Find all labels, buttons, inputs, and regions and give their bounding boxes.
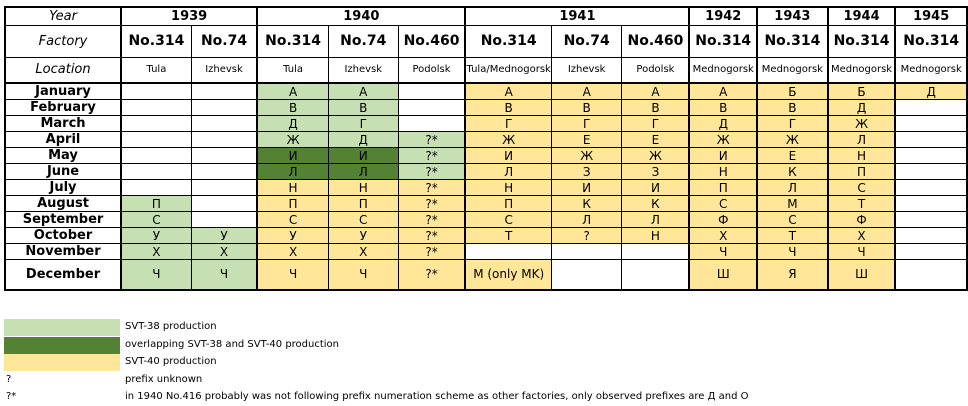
prefix-cell (121, 116, 191, 132)
prefix-cell: К (622, 196, 689, 212)
legend-symbol: ?* (6, 391, 17, 402)
prefix-cell: Ф (689, 212, 757, 228)
prefix-cell: Ч (757, 244, 828, 260)
prefix-cell (191, 164, 257, 180)
prefix-cell: С (121, 212, 191, 228)
prefix-cell (191, 148, 257, 164)
prefix-cell: Х (689, 228, 757, 244)
prefix-cell (191, 100, 257, 116)
location-cell: Tula/Mednogorsk (465, 57, 551, 83)
prefix-cell: Г (328, 116, 398, 132)
legend-swatch (4, 354, 120, 371)
prefix-cell: У (121, 228, 191, 244)
legend-text: SVT-40 production (125, 356, 217, 367)
prefix-cell: Г (622, 116, 689, 132)
month-row (5, 148, 967, 164)
prefix-cell: П (689, 180, 757, 196)
year-1940: 1940 (257, 7, 465, 25)
prefix-cell: З (551, 164, 622, 180)
location-cell: Izhevsk (191, 57, 257, 83)
legend-symbol: ? (6, 374, 12, 385)
prefix-cell: Л (828, 132, 896, 148)
prefix-cell: ?* (398, 244, 465, 260)
location-cell: Podolsk (398, 57, 465, 83)
prefix-cell: В (257, 100, 328, 116)
prefix-cell (895, 212, 967, 228)
prefix-cell: П (328, 196, 398, 212)
year-row (5, 7, 967, 25)
prefix-cell: Ж (828, 116, 896, 132)
year-1942: 1942 (689, 7, 757, 25)
legend-text: prefix unknown (125, 374, 203, 385)
prefix-cell: А (465, 83, 551, 100)
factory-cell: No.74 (551, 25, 622, 57)
prefix-cell: Т (828, 196, 896, 212)
legend-item (4, 319, 964, 336)
year-1939: 1939 (121, 7, 257, 25)
prefix-cell: В (465, 100, 551, 116)
prefix-cell: И (689, 148, 757, 164)
prefix-cell: С (465, 212, 551, 228)
prefix-cell: ?* (398, 180, 465, 196)
prefix-cell (121, 180, 191, 196)
prefix-cell: Т (465, 228, 551, 244)
prefix-cell: П (257, 196, 328, 212)
factory-cell: No.314 (757, 25, 828, 57)
prefix-cell: С (257, 212, 328, 228)
month-row (5, 132, 967, 148)
legend-swatch (4, 337, 120, 354)
legend-swatch (4, 319, 120, 336)
prefix-cell: М (757, 196, 828, 212)
prefix-cell (895, 132, 967, 148)
factory-cell: No.314 (895, 25, 967, 57)
prefix-cell (622, 244, 689, 260)
prefix-cell: Г (551, 116, 622, 132)
prefix-cell: Б (828, 83, 896, 100)
location-row (5, 57, 967, 83)
prefix-cell (191, 196, 257, 212)
prefix-cell: Н (828, 148, 896, 164)
factory-cell: No.314 (121, 25, 191, 57)
prefix-cell: Х (328, 244, 398, 260)
prefix-cell: ?* (398, 148, 465, 164)
prefix-cell: ?* (398, 228, 465, 244)
month-label: April (5, 132, 121, 148)
prefix-cell (895, 196, 967, 212)
factory-row (5, 25, 967, 57)
month-label: August (5, 196, 121, 212)
legend-text: in 1940 No.416 probably was not following prefix numeration scheme as other factories, only observed prefixes are Д and О (125, 391, 749, 402)
prefix-cell (121, 148, 191, 164)
prefix-cell: Ж (689, 132, 757, 148)
year-1941: 1941 (465, 7, 689, 25)
prefix-cell: Л (551, 212, 622, 228)
prefix-cell: В (551, 100, 622, 116)
month-label: December (5, 260, 121, 290)
factory-cell: No.314 (689, 25, 757, 57)
prefix-cell (191, 132, 257, 148)
month-row (5, 100, 967, 116)
prefix-cell (895, 260, 967, 290)
month-label: May (5, 148, 121, 164)
prefix-cell (121, 83, 191, 100)
prefix-cell: ?* (398, 196, 465, 212)
prefix-cell: Х (828, 228, 896, 244)
factory-cell: No.460 (622, 25, 689, 57)
prefix-cell (551, 260, 622, 290)
legend-item (4, 372, 964, 389)
factory-cell: No.74 (328, 25, 398, 57)
prefix-cell (191, 116, 257, 132)
location-cell: Tula (121, 57, 191, 83)
year-label: Year (5, 7, 121, 25)
prefix-cell: А (257, 83, 328, 100)
legend-text: overlapping SVT-38 and SVT-40 production (125, 339, 340, 350)
month-row (5, 212, 967, 228)
location-label: Location (5, 57, 121, 83)
prefix-cell: К (551, 196, 622, 212)
month-row (5, 164, 967, 180)
prefix-cell (895, 164, 967, 180)
prefix-cell: Ч (828, 244, 896, 260)
prefix-cell (191, 83, 257, 100)
year-1945: 1945 (895, 7, 967, 25)
prefix-cell: Д (828, 100, 896, 116)
prefix-cell (895, 148, 967, 164)
month-row (5, 196, 967, 212)
prefix-cell: Ч (257, 260, 328, 290)
prefix-cell: Е (622, 132, 689, 148)
prefix-cell: П (465, 196, 551, 212)
prefix-cell: У (191, 228, 257, 244)
prefix-cell: И (465, 148, 551, 164)
prefix-cell (895, 244, 967, 260)
prefix-cell: Б (757, 83, 828, 100)
prefix-cell: Е (551, 132, 622, 148)
month-label: October (5, 228, 121, 244)
factory-label: Factory (5, 25, 121, 57)
factory-cell: No.314 (465, 25, 551, 57)
factory-cell: No.314 (257, 25, 328, 57)
prefix-cell (895, 100, 967, 116)
prefix-cell: А (328, 83, 398, 100)
prefix-cell: Х (257, 244, 328, 260)
location-cell: Mednogorsk (757, 57, 828, 83)
prefix-cell: А (622, 83, 689, 100)
legend-item (4, 337, 964, 354)
prefix-cell: Л (622, 212, 689, 228)
prefix-cell (398, 83, 465, 100)
prefix-cell: Н (622, 228, 689, 244)
prefix-cell: Н (257, 180, 328, 196)
factory-cell: No.74 (191, 25, 257, 57)
month-label: February (5, 100, 121, 116)
prefix-cell: Д (257, 116, 328, 132)
prefix-cell: ?* (398, 164, 465, 180)
prefix-cell: И (551, 180, 622, 196)
prefix-cell: Х (191, 244, 257, 260)
prefix-cell: Ф (828, 212, 896, 228)
location-cell: Mednogorsk (689, 57, 757, 83)
month-label: September (5, 212, 121, 228)
prefix-cell: З (622, 164, 689, 180)
prefix-cell: Д (689, 116, 757, 132)
prefix-cell: Ж (757, 132, 828, 148)
prefix-cell: ?* (398, 212, 465, 228)
prefix-cell: ?* (398, 260, 465, 290)
prefix-cell: Ш (828, 260, 896, 290)
prefix-cell: С (828, 180, 896, 196)
prefix-cell: Х (121, 244, 191, 260)
prefix-cell: И (328, 148, 398, 164)
month-label: July (5, 180, 121, 196)
prefix-cell: Н (465, 180, 551, 196)
prefix-cell (551, 244, 622, 260)
prefix-cell: Н (328, 180, 398, 196)
legend-item (4, 389, 964, 406)
prefix-cell (895, 116, 967, 132)
month-row (5, 228, 967, 244)
prefix-cell: С (757, 212, 828, 228)
prefix-cell: И (622, 180, 689, 196)
prefix-cell: А (689, 83, 757, 100)
prefix-cell: А (551, 83, 622, 100)
location-cell: Izhevsk (328, 57, 398, 83)
year-1944: 1944 (828, 7, 896, 25)
prefix-cell: Г (757, 116, 828, 132)
prefix-cell (191, 212, 257, 228)
month-label: January (5, 83, 121, 100)
prefix-cell: ?* (398, 132, 465, 148)
prefix-cell: M (only MK) (465, 260, 551, 290)
prefix-cell: Я (757, 260, 828, 290)
prefix-cell: В (757, 100, 828, 116)
prefix-cell: Т (757, 228, 828, 244)
month-row (5, 244, 967, 260)
prefix-cell (895, 180, 967, 196)
prefix-cell: Г (465, 116, 551, 132)
month-row (5, 83, 967, 100)
legend-item (4, 354, 964, 371)
prefix-cell (622, 260, 689, 290)
prefix-cell: Ч (121, 260, 191, 290)
prefix-cell: Ш (689, 260, 757, 290)
prefix-cell: В (689, 100, 757, 116)
month-row (5, 260, 967, 290)
prefix-cell: С (689, 196, 757, 212)
prefix-cell: И (257, 148, 328, 164)
prefix-cell (191, 180, 257, 196)
prefix-cell: Ж (622, 148, 689, 164)
location-cell: Tula (257, 57, 328, 83)
prefix-cell (895, 228, 967, 244)
prefix-cell: Л (465, 164, 551, 180)
prefix-cell: Ч (328, 260, 398, 290)
location-cell: Podolsk (622, 57, 689, 83)
prefix-cell (121, 132, 191, 148)
prefix-cell: Л (328, 164, 398, 180)
location-cell: Mednogorsk (895, 57, 967, 83)
prefix-cell: Л (257, 164, 328, 180)
prefix-cell: Ч (191, 260, 257, 290)
month-row (5, 116, 967, 132)
prefix-cell: В (622, 100, 689, 116)
prefix-cell (465, 244, 551, 260)
prefix-table (4, 6, 968, 291)
month-label: June (5, 164, 121, 180)
prefix-cell: У (257, 228, 328, 244)
legend-text: SVT-38 production (125, 321, 217, 332)
prefix-cell: Л (757, 180, 828, 196)
location-cell: Mednogorsk (828, 57, 896, 83)
prefix-cell: Н (689, 164, 757, 180)
prefix-cell (121, 100, 191, 116)
factory-cell: No.314 (828, 25, 896, 57)
prefix-cell: Д (328, 132, 398, 148)
prefix-cell (398, 100, 465, 116)
prefix-cell: В (328, 100, 398, 116)
year-1943: 1943 (757, 7, 828, 25)
prefix-cell: Д (895, 83, 967, 100)
factory-cell: No.460 (398, 25, 465, 57)
month-label: November (5, 244, 121, 260)
prefix-cell: Ж (551, 148, 622, 164)
prefix-cell: К (757, 164, 828, 180)
location-cell: Izhevsk (551, 57, 622, 83)
month-label: March (5, 116, 121, 132)
prefix-cell: С (328, 212, 398, 228)
prefix-cell (121, 164, 191, 180)
month-row (5, 180, 967, 196)
prefix-cell (398, 116, 465, 132)
prefix-cell: Е (757, 148, 828, 164)
prefix-cell: Ж (465, 132, 551, 148)
prefix-cell: Ж (257, 132, 328, 148)
prefix-cell: У (328, 228, 398, 244)
prefix-cell: ? (551, 228, 622, 244)
prefix-cell: Ч (689, 244, 757, 260)
prefix-cell: П (121, 196, 191, 212)
prefix-cell: П (828, 164, 896, 180)
